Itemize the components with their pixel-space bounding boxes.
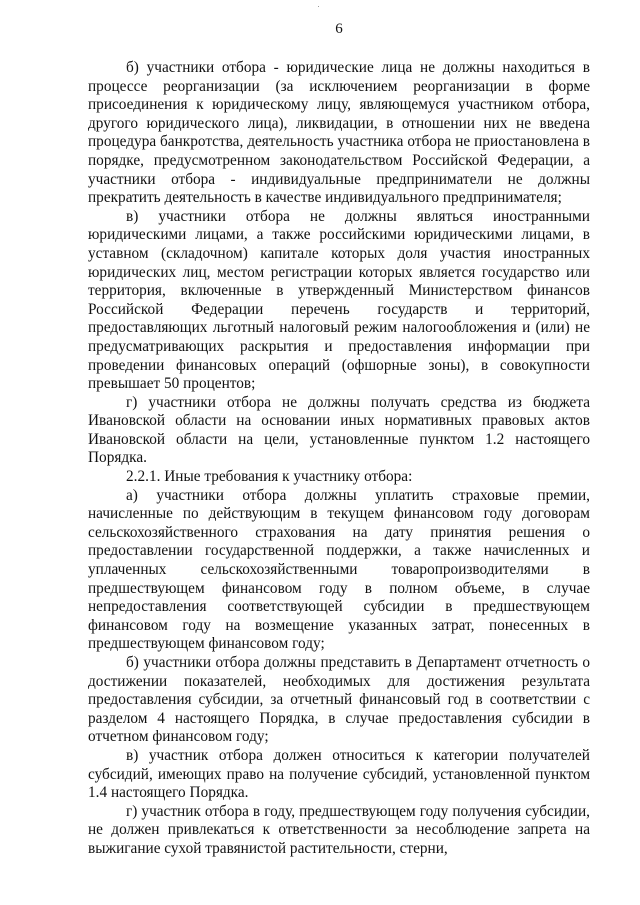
paragraph-v-recipient-category: в) участник отбора должен относиться к категории получателей субсидий, имеющих право на получение субсидий, установленной пунктом 1.4 настоящего Порядка. [88,746,590,802]
paragraph-g-burning-ban: г) участник отбора в году, предшествующем году получения субсидии, не должен привлекаться к ответственности за несоблюдение запрета на выжигание сухой травянистой растительности, стерни, [88,802,590,857]
section-2-2-1-heading: 2.2.1. Иные требования к участнику отбора: [126,468,413,486]
document-page [88,20,590,859]
paragraph-g-budget-funds: г) участники отбора не должны получать средства из бюджета Ивановской области на основании иных нормативных правовых актов Ивановской области на цели, установленные пунктом 1.2 настоящего Порядка. [88,393,590,467]
paragraph-b-reporting: б) участники отбора должны представить в Департамент отчетность о достижении показателей, необходимых для достижения результата предоставления субсидии, за отчетный финансовый год в соответствии с разделом 4 настоящего Порядка, в случае предоставления субсидии в отчетном финансовом году; [88,654,590,746]
paragraph-b-reorganization: б) участники отбора - юридические лица не должны находиться в процессе реорганизации (за исключением реорганизации в форме присоединения к юридическому лицу, являющемуся участником отбора, другого юридического лица), ликвидации, в отношении них не введена процедура банкротства, деятельность участника отбора не приостановлена в порядке, предусмотренном законодательством Российской Федерации, а участники отбора - индивидуальные предприниматели не должны прекратить деятельность в качестве индивидуального предпринимателя; [88,59,590,207]
paragraph-a-insurance-premiums: а) участники отбора должны уплатить страховые премии, начисленные по действующим в текущем финансовом году договорам сельскохозяйственного страхования на дату принятия решения о предоставлении государственной поддержки, а также начисленных и уплаченных сельскохозяйственными товаропроизводителями в предшествующем финансовом году в полном объеме, в случае непредоставления соответствующей субсидии в предшествующем финансовом году на возмещение указанных затрат, понесенных в предшествующем финансовом году; [88,486,590,653]
scan-dot [318,6,319,7]
paragraph-v-foreign-entities: в) участники отбора не должны являться иностранными юридическими лицами, а также российскими юридическими лицами, в уставном (складочном) капитале которых доля участия иностранных юридических лиц, местом регистрации которых является государство или территория, включенные в утвержденный Министерством финансов Российской Федерации перечень государств и территорий, предоставляющих льготный налоговый режим налогообложения и (или) не предусматривающих раскрытия и предоставления информации при проведении финансовых операций (офшорные зоны), в совокупности превышает 50 процентов; [88,207,590,393]
page-number: 6 [335,21,343,37]
